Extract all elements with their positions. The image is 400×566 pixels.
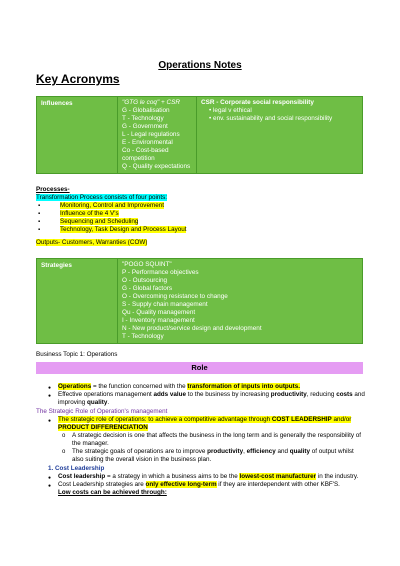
strategy-item: N - New product/service design and development <box>122 325 262 332</box>
processes-section <box>36 186 366 247</box>
csr-item: • env. sustainability and social responsibility <box>209 115 358 123</box>
pogo-heading: "POGO SQUINT" <box>122 261 172 268</box>
role-bullet-operations: ● Operations = the function concerned with the transformation of inputs into outputs. <box>36 383 366 391</box>
processes-heading: Processes- <box>36 186 70 193</box>
cost-leadership-heading: 1. Cost Leadership <box>48 465 105 472</box>
influences-label: Influences <box>37 97 118 174</box>
gtg-heading: "GTG le coq" + CSR <box>122 99 180 106</box>
gtg-item: G - Globalisation <box>122 107 170 114</box>
strategies-table <box>36 258 363 344</box>
strategy-item: P - Performance objectives <box>122 269 199 276</box>
strategy-item: O - Outsourcing <box>122 277 168 284</box>
key-acronyms-heading: Key Acronyms <box>36 72 120 86</box>
transformation-points <box>36 202 366 234</box>
cost-leadership-bullet-longterm: ● Cost Leadership strategies are only effective long-term if they are interdependent with other KBF'S. <box>36 481 366 489</box>
strategy-item: Qu - Quality management <box>122 309 196 316</box>
strategy-item: I - Inventory management <box>122 317 195 324</box>
influences-table <box>36 96 363 174</box>
process-point: ▪ Influence of the 4 V's <box>36 210 366 218</box>
topic-line: Business Topic 1: Operations <box>36 351 118 358</box>
csr-item: • legal v ethical <box>209 107 358 115</box>
process-point: ▪ Monitoring, Control and Improvement <box>36 202 366 210</box>
strategies-cell <box>118 259 363 344</box>
strategy-item: S - Supply chain management <box>122 301 208 308</box>
gtg-item: G - Government <box>122 123 168 130</box>
gtg-item: Co - Cost-based competition <box>122 147 169 162</box>
cost-leadership-bullet-def: ● Cost leadership = a strategy in which a business aims to be the lowest-cost manufacturer in the industry. <box>36 473 366 481</box>
strategic-bullet: ● The strategic role of operations: to achieve a competitive advantage through COST LEADERSHIP and/or PRODUCT DIFFERENCIATION <box>36 416 366 432</box>
csr-cell <box>197 97 363 174</box>
csr-list <box>201 107 358 123</box>
strategic-sub-decision: o A strategic decision is one that affects the business in the long term and is generally the responsibility of the manager. <box>36 432 366 448</box>
transformation-line: Transformation Process consists of four points: <box>36 194 168 201</box>
gtg-item: T - Technology <box>122 115 164 122</box>
gtg-cell <box>118 97 197 174</box>
role-bullet-effective: ● Effective operations management adds value to the business by increasing productivity, reducing costs and improving quality. <box>36 391 366 407</box>
outputs-line: Outputs- Customers, Warranties (COW) <box>36 239 148 246</box>
gtg-item: L - Legal regulations <box>122 131 180 138</box>
strategy-item: O - Overcoming resistance to change <box>122 293 228 300</box>
page-title: Operations Notes <box>158 60 242 71</box>
process-point: ▪ Sequencing and Scheduling <box>36 218 366 226</box>
gtg-item: Q - Quality expectations <box>122 163 191 170</box>
role-bar: Role <box>36 362 363 374</box>
strategy-item: G - Global factors <box>122 285 173 292</box>
strategies-label: Strategies <box>37 259 118 344</box>
process-point: ▪ Technology, Task Design and Process Layout <box>36 226 366 234</box>
strategy-item: T - Technology <box>122 333 164 340</box>
role-section <box>36 383 366 497</box>
gtg-item: E - Environmental <box>122 139 173 146</box>
low-costs-line: o Low costs can be achieved through: <box>36 489 366 497</box>
strategic-role-heading: The Strategic Role of Operation's management <box>36 408 168 415</box>
strategic-sub-goals: o The strategic goals of operations are to improve productivity, efficiency and quality of output whilst also suiting the overall vision in the business plan. <box>36 448 366 464</box>
csr-heading: CSR - Corporate social responsibility <box>201 99 314 106</box>
